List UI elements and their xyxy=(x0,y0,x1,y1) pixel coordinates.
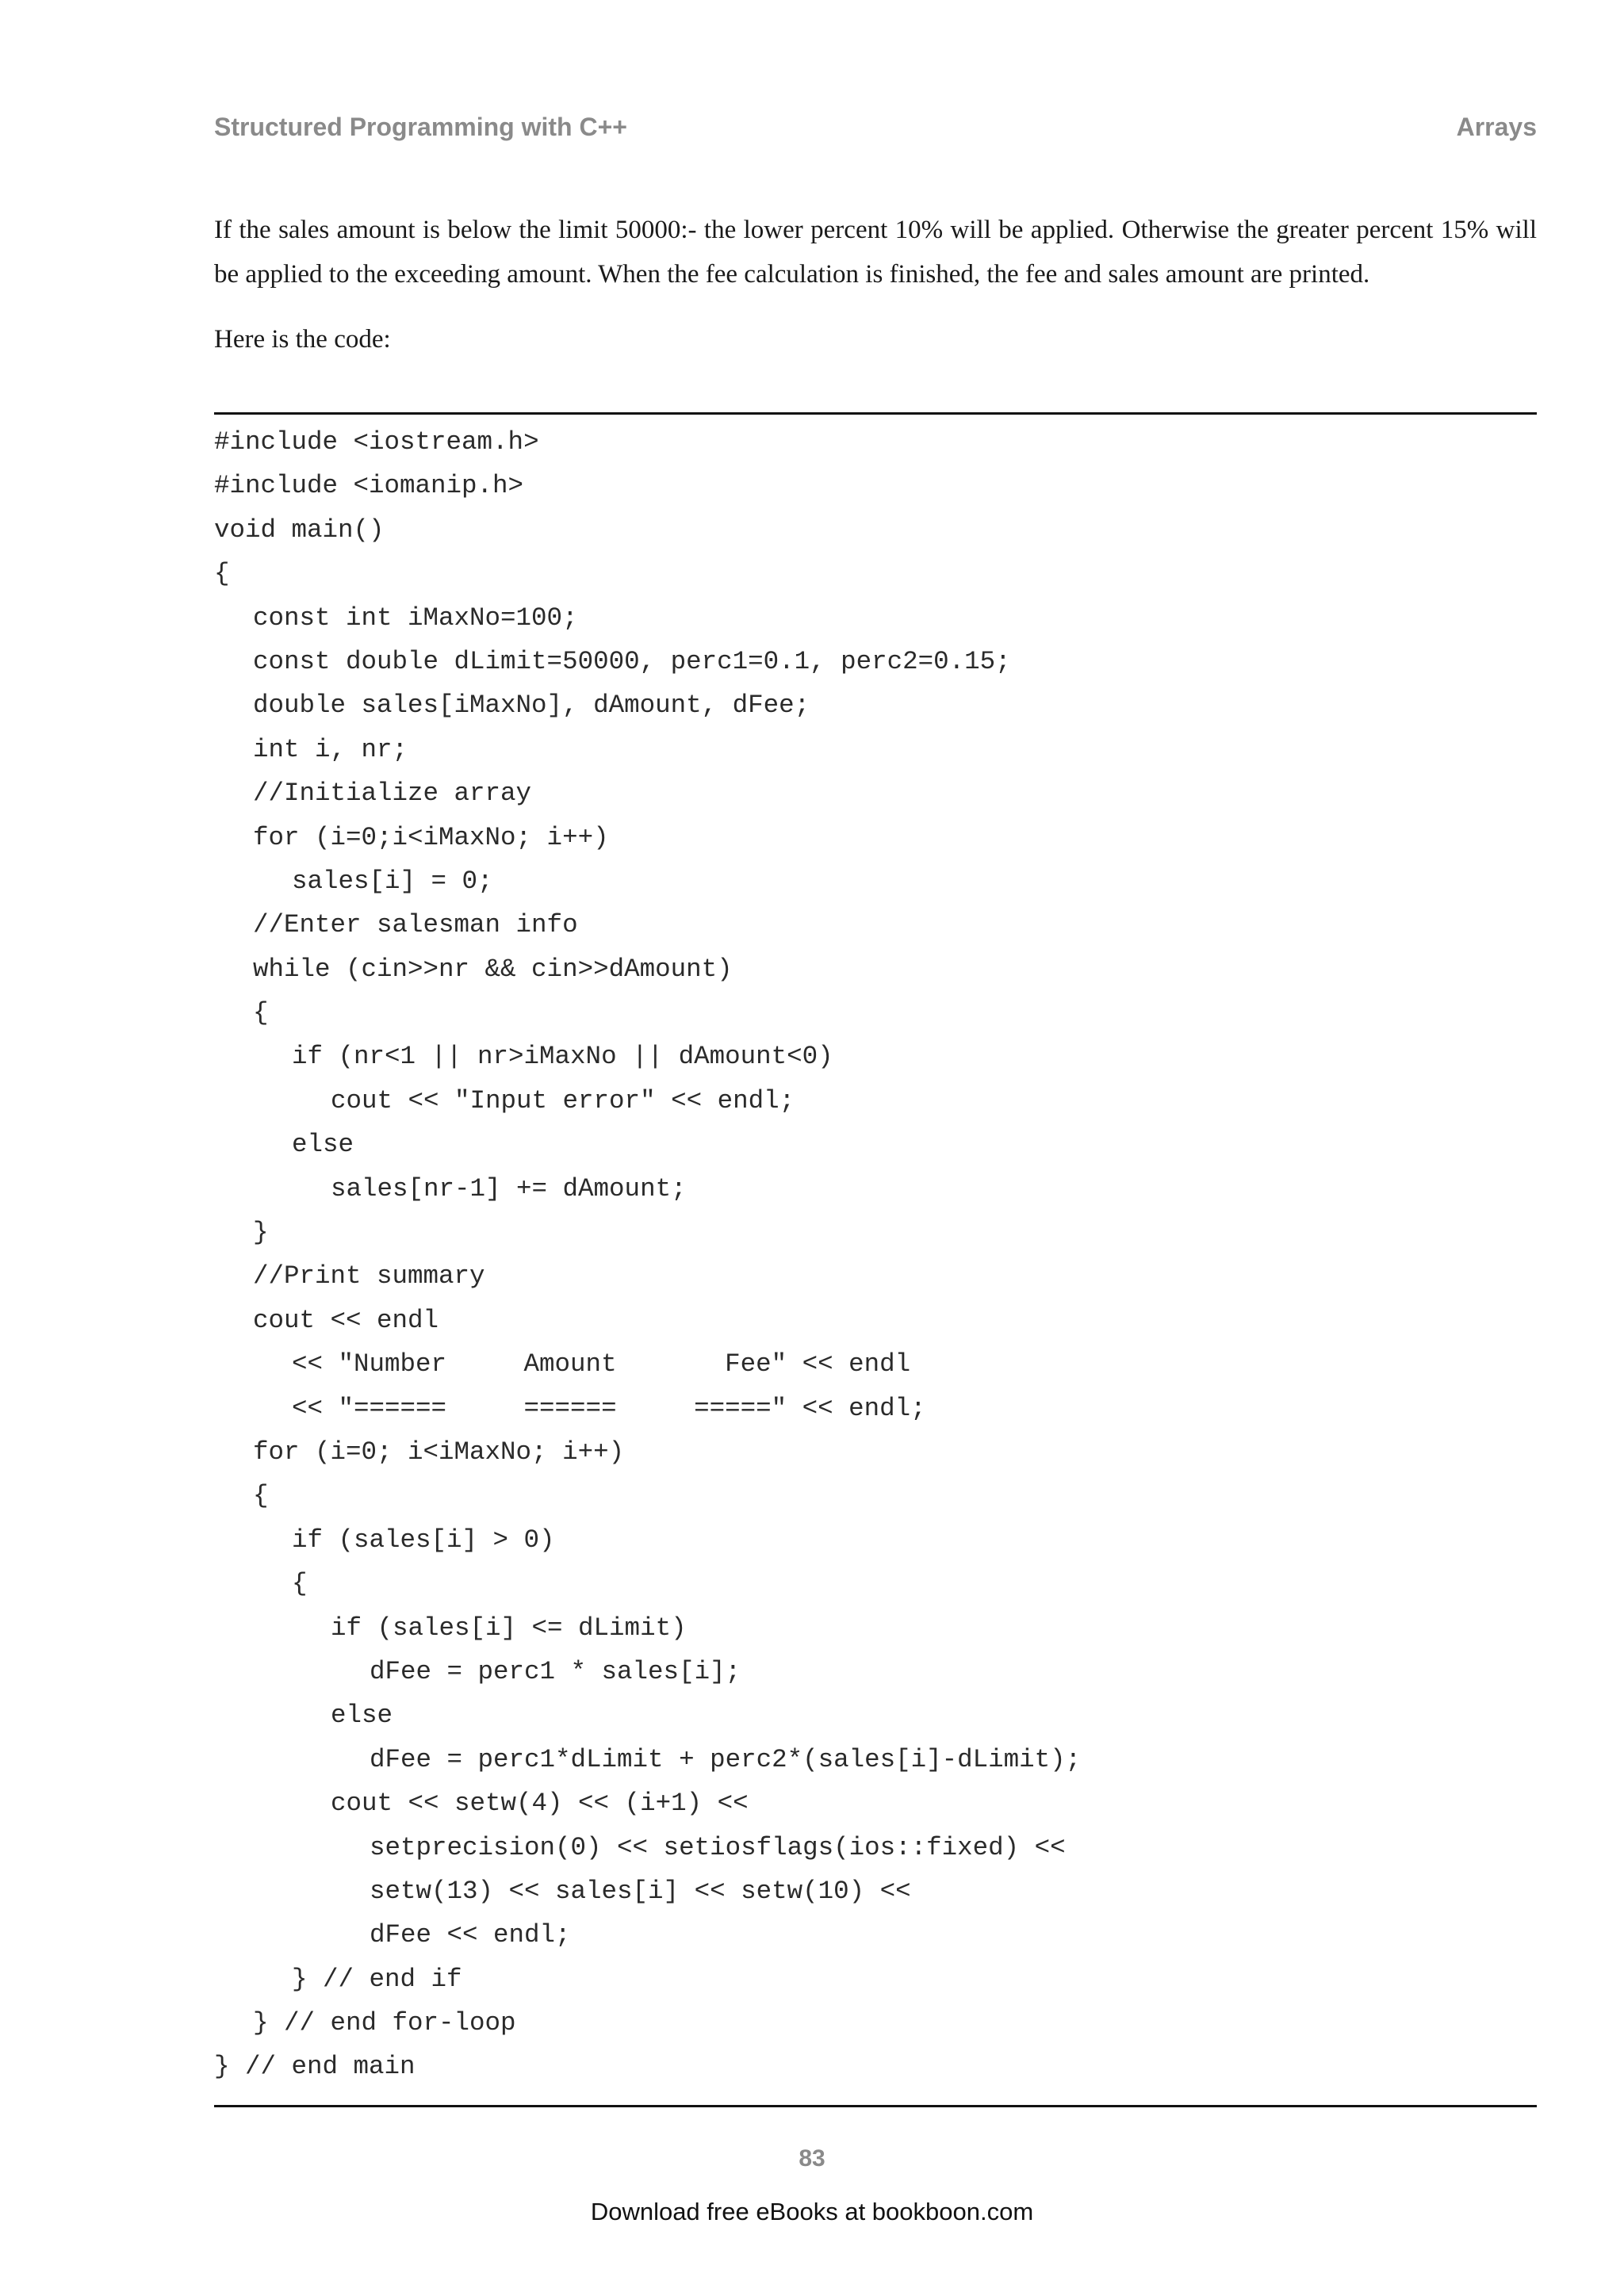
code-line: if (sales[i] > 0) xyxy=(292,1525,555,1555)
code-line: const double dLimit=50000, perc1=0.1, perc2=0.15; xyxy=(253,646,1011,676)
code-line: #include <iostream.h> xyxy=(214,427,539,457)
code-line: const int iMaxNo=100; xyxy=(253,603,578,633)
code-line: << "Number Amount Fee" << endl xyxy=(292,1349,911,1380)
code-line: dFee = perc1 * sales[i]; xyxy=(370,1656,741,1686)
code-line: setw(13) << sales[i] << setw(10) << xyxy=(370,1876,911,1906)
code-line: int i, nr; xyxy=(253,734,408,764)
code-line: //Enter salesman info xyxy=(253,910,578,940)
code-listing xyxy=(214,420,1537,2089)
code-line: { xyxy=(253,1481,269,1511)
code-top-rule xyxy=(214,412,1537,415)
code-line: //Initialize array xyxy=(253,779,532,809)
code-line: if (sales[i] <= dLimit) xyxy=(331,1613,687,1643)
code-line: setprecision(0) << setiosflags(ios::fixed) << xyxy=(370,1832,1066,1862)
code-line: #include <iomanip.h> xyxy=(214,471,524,501)
page-number: 83 xyxy=(799,2145,825,2172)
code-bottom-rule xyxy=(214,2105,1537,2107)
code-line: } xyxy=(253,1218,269,1248)
download-footer-link[interactable]: Download free eBooks at bookboon.com xyxy=(590,2198,1034,2225)
code-line: double sales[iMaxNo], dAmount, dFee; xyxy=(253,691,810,721)
code-line: else xyxy=(292,1130,354,1160)
code-line: { xyxy=(214,559,230,589)
running-header xyxy=(214,113,1537,142)
code-line: sales[nr-1] += dAmount; xyxy=(331,1173,687,1203)
code-line: } // end main xyxy=(214,2052,416,2082)
code-line: dFee = perc1*dLimit + perc2*(sales[i]-dLimit); xyxy=(370,1744,1082,1774)
code-line: void main() xyxy=(214,515,385,545)
book-title: Structured Programming with C++ xyxy=(214,113,627,141)
code-line: { xyxy=(253,998,269,1028)
code-line: dFee << endl; xyxy=(370,1920,571,1950)
chapter-title: Arrays xyxy=(1456,113,1537,141)
code-line: } // end for-loop xyxy=(253,2008,516,2038)
document-page xyxy=(214,0,1537,2296)
code-line: for (i=0;i<iMaxNo; i++) xyxy=(253,822,609,852)
code-line: sales[i] = 0; xyxy=(292,866,493,896)
code-line: if (nr<1 || nr>iMaxNo || dAmount<0) xyxy=(292,1042,833,1072)
code-line: } // end if xyxy=(292,1964,462,1994)
code-lead-in: Here is the code: xyxy=(214,325,391,354)
code-line: //Print summary xyxy=(253,1261,485,1292)
code-line: { xyxy=(292,1569,308,1599)
code-line: while (cin>>nr && cin>>dAmount) xyxy=(253,954,733,984)
code-line: cout << setw(4) << (i+1) << xyxy=(331,1789,749,1819)
intro-paragraph: If the sales amount is below the limit 50000:- the lower percent 10% will be applied. Otherwise the greater percent 15% will be applied to the exceeding amount. When the fee calculation is finished, the fee and sales amount are printed. xyxy=(214,216,1537,289)
code-line: << "====== ====== =====" << endl; xyxy=(292,1393,926,1423)
code-line: for (i=0; i<iMaxNo; i++) xyxy=(253,1437,625,1467)
code-line: cout << endl xyxy=(253,1305,439,1335)
code-line: else xyxy=(331,1701,393,1731)
code-line: cout << "Input error" << endl; xyxy=(331,1085,795,1115)
